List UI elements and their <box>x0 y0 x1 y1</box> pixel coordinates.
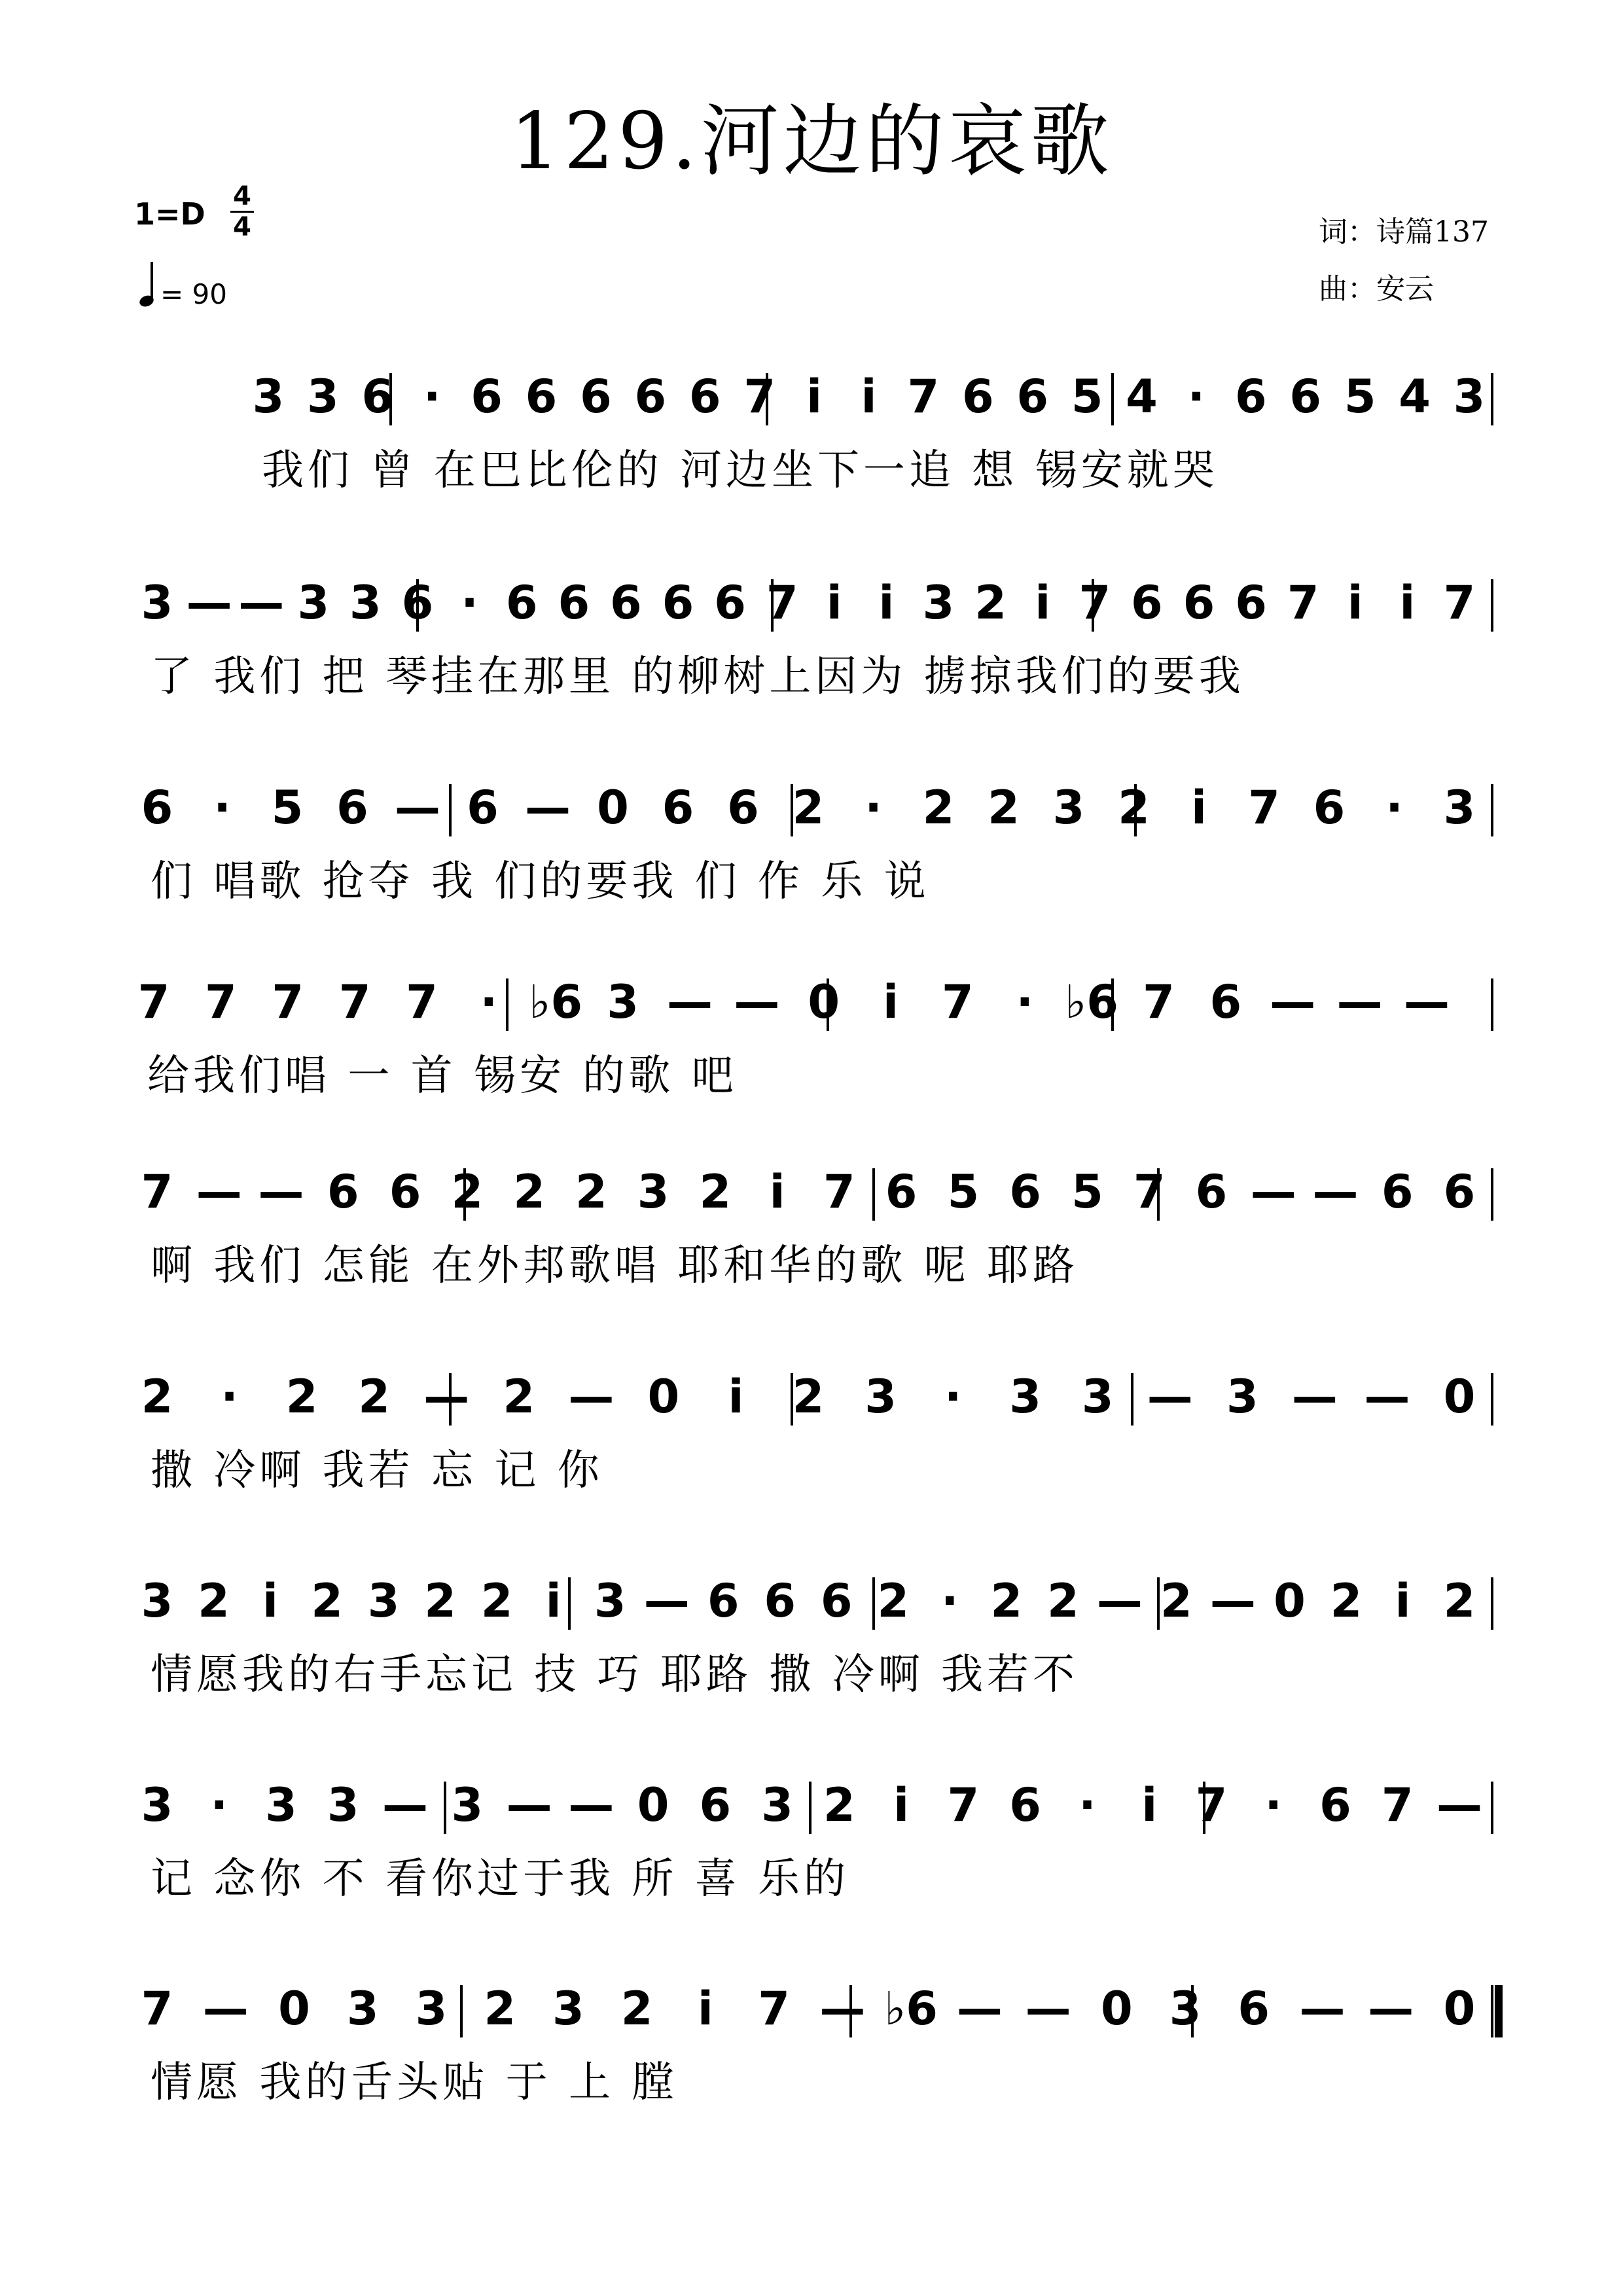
note: — <box>1312 1165 1359 1219</box>
note: 6 <box>1443 1165 1476 1219</box>
note: 7 <box>272 975 304 1029</box>
note: · <box>1264 1778 1283 1832</box>
lyric-line: 情愿我的右手忘记 技 巧 耶路 撒 冷啊 我若不 <box>151 1651 1079 1699</box>
note: — <box>734 975 780 1029</box>
lyric-line: 了 我们 把 琴挂在那里 的柳树上因为 掳掠我们的要我 <box>151 653 1245 701</box>
note: i <box>1395 1574 1411 1628</box>
note: 0 <box>1100 1982 1133 2036</box>
note: — <box>1336 975 1383 1029</box>
note: 3 <box>1169 1982 1202 2036</box>
note: 2 <box>792 1370 825 1424</box>
note: ♭6 <box>1065 975 1119 1029</box>
note: 6 <box>688 370 721 423</box>
note: — <box>643 1574 690 1628</box>
note: 2 <box>480 1574 513 1628</box>
note: 5 <box>947 1165 980 1219</box>
note: 7 <box>137 975 170 1029</box>
note: 6 <box>1183 576 1215 630</box>
note: — <box>423 1370 470 1424</box>
note: 6 <box>1209 975 1242 1029</box>
note: 5 <box>1071 1165 1103 1219</box>
note: 6 <box>610 576 642 630</box>
note: 2 <box>1330 1574 1363 1628</box>
note: 6 <box>1319 1778 1351 1832</box>
note: 7 <box>141 1165 173 1219</box>
note: 6 <box>885 1165 918 1219</box>
note: 2 <box>484 1982 516 2036</box>
note: 6 <box>820 1574 853 1628</box>
note: · <box>865 781 882 834</box>
note: i <box>1399 576 1416 630</box>
note: 6 <box>1381 1165 1414 1219</box>
note: 2 <box>922 781 955 834</box>
note: — <box>568 1778 615 1832</box>
note: — <box>1291 1370 1338 1424</box>
note: — <box>1299 1982 1346 2036</box>
note: 6 <box>580 370 612 423</box>
lyric-line: 我们 曾 在巴比伦的 河边坐下一追 想 锡安就哭 <box>262 446 1219 495</box>
note: 7 <box>1133 1165 1166 1219</box>
note: 6 <box>707 1574 740 1628</box>
note: 2 <box>575 1165 607 1219</box>
note: 3 <box>349 576 382 630</box>
note: 2 <box>990 1574 1023 1628</box>
note: i <box>1191 781 1207 834</box>
note: — <box>1368 1982 1414 2036</box>
note: 3 <box>265 1778 297 1832</box>
note: — <box>1025 1982 1071 2036</box>
note: 2 <box>141 1370 173 1424</box>
note: — <box>506 1778 552 1832</box>
note: 3 <box>761 1778 793 1832</box>
note: · <box>941 1574 959 1628</box>
note: 6 <box>389 1165 421 1219</box>
note: · <box>423 370 441 423</box>
note: 6 <box>764 1574 796 1628</box>
lyric-line: 撒 冷啊 我若 忘 记 你 <box>151 1446 603 1495</box>
note: i <box>1141 1778 1158 1832</box>
note: 3 <box>1443 781 1476 834</box>
note: · <box>1385 781 1403 834</box>
note: i <box>769 1165 785 1219</box>
note: 3 <box>865 1370 897 1424</box>
note: i <box>262 1574 279 1628</box>
note: 3 <box>367 1574 400 1628</box>
note: 7 <box>907 370 940 423</box>
note: 7 <box>338 975 371 1029</box>
note: — <box>258 1165 304 1219</box>
note: 3 <box>252 370 285 423</box>
meter-top: 4 <box>233 181 251 211</box>
note: · <box>1187 370 1205 423</box>
note: 2 <box>285 1370 318 1424</box>
note: — <box>568 1370 615 1424</box>
note: — <box>1270 975 1316 1029</box>
note: 7 <box>406 975 438 1029</box>
note: · <box>480 975 498 1029</box>
note: 2 <box>311 1574 343 1628</box>
key-signature: 1=D <box>134 196 205 232</box>
note: i <box>545 1574 562 1628</box>
lyric-line: 啊 我们 怎能 在外邦歌唱 耶和华的歌 呢 耶路 <box>151 1242 1079 1290</box>
note: 7 <box>1287 576 1319 630</box>
note: — <box>395 781 440 834</box>
note: 7 <box>1143 975 1175 1029</box>
note: 6 <box>634 370 667 423</box>
note: 3 <box>1081 1370 1114 1424</box>
note: — <box>525 781 571 834</box>
note: 3 <box>346 1982 379 2036</box>
note: 5 <box>271 781 304 834</box>
note: · <box>1016 975 1034 1029</box>
note: 6 <box>401 576 434 630</box>
note: 6 <box>727 781 759 834</box>
note: 2 <box>877 1574 910 1628</box>
note: 3 <box>141 1778 173 1832</box>
note: 5 <box>1344 370 1376 423</box>
note: 2 <box>1046 1574 1079 1628</box>
note: · <box>221 1370 238 1424</box>
note: 6 <box>336 781 368 834</box>
note: 6 <box>662 781 694 834</box>
note: 3 <box>552 1982 584 2036</box>
note: 4 <box>1399 370 1431 423</box>
note: — <box>1209 1574 1256 1628</box>
note: 5 <box>1071 370 1103 423</box>
note: 7 <box>1443 576 1476 630</box>
note: i <box>861 370 877 423</box>
note: 6 <box>699 1778 732 1832</box>
note: 6 <box>1009 1778 1042 1832</box>
note: · <box>944 1370 962 1424</box>
note: 2 <box>974 576 1007 630</box>
note: — <box>1250 1165 1296 1219</box>
note: 3 <box>141 576 173 630</box>
note: 7 <box>1381 1778 1414 1832</box>
note: 7 <box>942 975 974 1029</box>
note: 7 <box>758 1982 790 2036</box>
note: 2 <box>1443 1574 1476 1628</box>
note: 6 <box>327 1165 359 1219</box>
note: 6 <box>1016 370 1049 423</box>
note: 3 <box>415 1982 448 2036</box>
lyric-line: 情愿 我的舌头贴 于 上 膛 <box>151 2058 678 2107</box>
note: 0 <box>278 1982 310 2036</box>
note: 7 <box>141 1982 173 2036</box>
song-title: 129.河边的哀歌 <box>510 96 1113 187</box>
note: 6 <box>1195 1165 1228 1219</box>
note: 6 <box>1235 576 1267 630</box>
note: 2 <box>988 781 1020 834</box>
note: i <box>697 1982 713 2036</box>
note: 2 <box>1118 781 1150 834</box>
note: 7 <box>766 576 798 630</box>
note: 7 <box>743 370 776 423</box>
note: — <box>196 1165 242 1219</box>
note: i <box>826 576 842 630</box>
note: · <box>213 781 231 834</box>
note: 7 <box>947 1778 980 1832</box>
note: 2 <box>424 1574 456 1628</box>
note: — <box>1436 1778 1482 1832</box>
note: 3 <box>307 370 339 423</box>
note: 6 <box>961 370 994 423</box>
note: i <box>806 370 823 423</box>
note: — <box>382 1778 429 1832</box>
note: 3 <box>451 1778 484 1832</box>
note: 6 <box>141 781 173 834</box>
note: 3 <box>922 576 955 630</box>
note: — <box>238 576 285 630</box>
note: 0 <box>808 975 840 1029</box>
note: — <box>1364 1370 1410 1424</box>
note: 3 <box>1052 781 1085 834</box>
note: 0 <box>647 1370 680 1424</box>
note: 2 <box>503 1370 535 1424</box>
note: 3 <box>297 576 330 630</box>
note: · <box>1079 1778 1096 1832</box>
note: 0 <box>1274 1574 1306 1628</box>
note: 3 <box>1009 1370 1042 1424</box>
note: i <box>728 1370 744 1424</box>
note: · <box>461 576 478 630</box>
lyric-line: 们 唱歌 抢夺 我 们的要我 们 作 乐 说 <box>151 857 930 906</box>
note: 2 <box>1160 1574 1192 1628</box>
note: i <box>878 576 895 630</box>
note: ♭6 <box>529 975 583 1029</box>
note: 3 <box>637 1165 669 1219</box>
note: 7 <box>1079 576 1111 630</box>
note: 4 <box>1126 370 1158 423</box>
note: 6 <box>361 370 394 423</box>
note: 2 <box>358 1370 391 1424</box>
note: 6 <box>714 576 746 630</box>
note: 7 <box>1195 1778 1228 1832</box>
note: 0 <box>637 1778 669 1832</box>
note: — <box>202 1982 249 2036</box>
note: 6 <box>467 781 499 834</box>
note: 2 <box>823 1778 855 1832</box>
lyric-line: 给我们唱 一 首 锡安 的歌 吧 <box>147 1052 738 1100</box>
note: 2 <box>699 1165 732 1219</box>
note: 6 <box>1238 1982 1270 2036</box>
note: ♭6 <box>884 1982 938 2036</box>
note: 2 <box>198 1574 230 1628</box>
note: 0 <box>597 781 629 834</box>
note: 6 <box>1009 1165 1042 1219</box>
note: 3 <box>1226 1370 1258 1424</box>
note: 7 <box>823 1165 855 1219</box>
note: 3 <box>141 1574 173 1628</box>
note: i <box>1347 576 1363 630</box>
note: 3 <box>1453 370 1486 423</box>
note: — <box>819 1982 866 2036</box>
note: 6 <box>662 576 694 630</box>
note: — <box>1404 975 1450 1029</box>
note: — <box>1096 1574 1143 1628</box>
note: · <box>210 1778 228 1832</box>
tempo-marking: = 90 <box>160 278 227 310</box>
note: 7 <box>1248 781 1280 834</box>
lyricist-credit: 词：诗篇137 <box>1319 215 1489 249</box>
note: 6 <box>1235 370 1267 423</box>
note: 2 <box>792 781 825 834</box>
meter-bottom: 4 <box>233 212 251 242</box>
composer-credit: 曲：安云 <box>1319 272 1434 306</box>
note: 0 <box>1443 1370 1476 1424</box>
note: i <box>1035 576 1051 630</box>
note: 2 <box>513 1165 545 1219</box>
note: 2 <box>620 1982 653 2036</box>
note: 6 <box>525 370 558 423</box>
note: 6 <box>558 576 590 630</box>
note: 6 <box>1313 781 1346 834</box>
note: — <box>666 975 713 1029</box>
note: 3 <box>594 1574 626 1628</box>
note: 6 <box>471 370 503 423</box>
note: 3 <box>327 1778 359 1832</box>
note: i <box>883 975 899 1029</box>
note: 6 <box>1131 576 1163 630</box>
note: 3 <box>607 975 639 1029</box>
note: i <box>893 1778 910 1832</box>
note: 7 <box>205 975 237 1029</box>
note: — <box>186 576 232 630</box>
note: 0 <box>1443 1982 1476 2036</box>
note: 6 <box>505 576 538 630</box>
note: — <box>1147 1370 1193 1424</box>
note: 2 <box>451 1165 484 1219</box>
note: — <box>956 1982 1003 2036</box>
note: 6 <box>1289 370 1322 423</box>
lyric-line: 记 念你 不 看你过于我 所 喜 乐的 <box>151 1855 850 1903</box>
